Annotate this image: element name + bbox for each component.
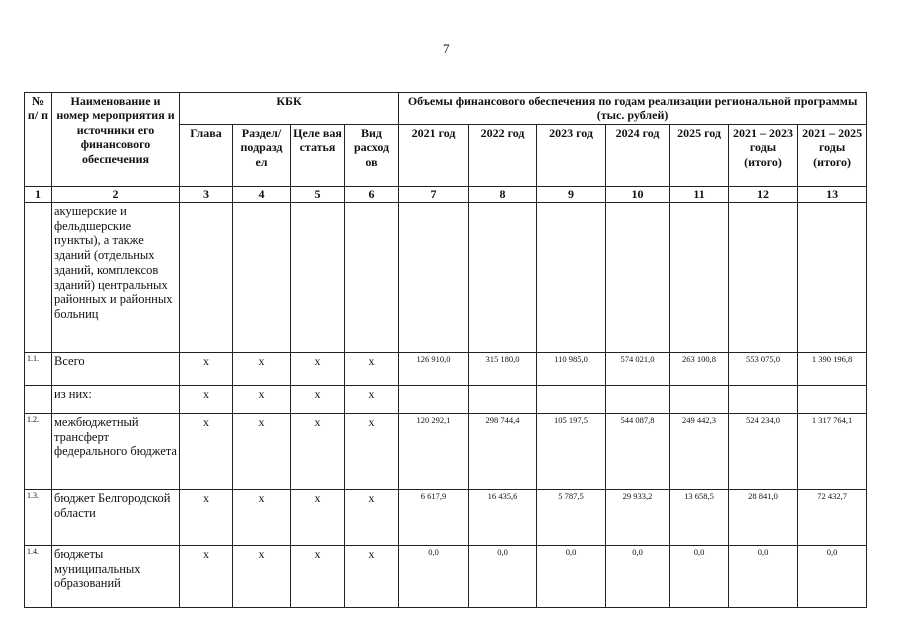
row-index: 1.3. xyxy=(25,489,52,545)
column-number: 12 xyxy=(729,186,798,202)
value-cell: 110 985,0 xyxy=(537,352,606,385)
kbk-cell: х xyxy=(180,413,233,489)
value-cell: 5 787,5 xyxy=(537,489,606,545)
table-cell xyxy=(606,202,670,352)
kbk-cell: х xyxy=(233,545,291,607)
value-cell: 105 197,5 xyxy=(537,413,606,489)
value-cell xyxy=(606,385,670,413)
kbk-cell: х xyxy=(345,489,399,545)
kbk-cell: х xyxy=(180,489,233,545)
header-kbk-vid: Вид расход ов xyxy=(345,124,399,186)
kbk-cell: х xyxy=(233,489,291,545)
row-name: бюджеты муниципальных образований xyxy=(52,545,180,607)
header-funding: Объемы финансового обеспечения по годам реализации региональной программы (тыс. рублей) xyxy=(399,93,867,125)
header-total-2021-2025: 2021 – 2025 годы (итого) xyxy=(798,124,867,186)
column-number: 9 xyxy=(537,186,606,202)
value-cell: 29 933,2 xyxy=(606,489,670,545)
kbk-cell: х xyxy=(345,352,399,385)
table-cell xyxy=(25,202,52,352)
value-cell: 544 087,8 xyxy=(606,413,670,489)
table-cell xyxy=(469,202,537,352)
table-row xyxy=(25,489,867,545)
row-name: бюджет Белгородской области xyxy=(52,489,180,545)
table-row xyxy=(25,413,867,489)
value-cell: 0,0 xyxy=(670,545,729,607)
value-cell: 263 100,8 xyxy=(670,352,729,385)
row-name: межбюджетный трансферт федерального бюджета xyxy=(52,413,180,489)
kbk-cell: х xyxy=(291,352,345,385)
value-cell: 315 180,0 xyxy=(469,352,537,385)
kbk-cell: х xyxy=(233,352,291,385)
header-year-2023: 2023 год xyxy=(537,124,606,186)
table-row xyxy=(25,385,867,413)
value-cell xyxy=(469,385,537,413)
table-cell xyxy=(345,202,399,352)
header-year-2024: 2024 год xyxy=(606,124,670,186)
row-index: 1.1. xyxy=(25,352,52,385)
header-kbk-glava: Глава xyxy=(180,124,233,186)
kbk-cell: х xyxy=(291,413,345,489)
column-number: 7 xyxy=(399,186,469,202)
kbk-cell: х xyxy=(180,385,233,413)
continuation-row xyxy=(25,202,867,352)
column-number: 4 xyxy=(233,186,291,202)
column-number: 11 xyxy=(670,186,729,202)
column-number: 3 xyxy=(180,186,233,202)
kbk-cell: х xyxy=(291,489,345,545)
column-number: 13 xyxy=(798,186,867,202)
kbk-cell: х xyxy=(345,545,399,607)
value-cell: 574 021,0 xyxy=(606,352,670,385)
header-year-2022: 2022 год xyxy=(469,124,537,186)
value-cell xyxy=(537,385,606,413)
kbk-cell: х xyxy=(345,385,399,413)
row-index: 1.4. xyxy=(25,545,52,607)
kbk-cell: х xyxy=(233,413,291,489)
header-kbk-statya: Целе вая статья xyxy=(291,124,345,186)
kbk-cell: х xyxy=(233,385,291,413)
value-cell: 0,0 xyxy=(798,545,867,607)
value-cell: 0,0 xyxy=(469,545,537,607)
value-cell: 553 075,0 xyxy=(729,352,798,385)
table-cell xyxy=(729,202,798,352)
row-index: 1.2. xyxy=(25,413,52,489)
table-cell xyxy=(233,202,291,352)
continuation-text: акушерские и фельдшерские пункты), а также зданий (отдельных зданий, комплексов зданий) центральных районных и районных больниц xyxy=(52,202,180,352)
value-cell: 249 442,3 xyxy=(670,413,729,489)
value-cell: 298 744,4 xyxy=(469,413,537,489)
value-cell: 72 432,7 xyxy=(798,489,867,545)
value-cell xyxy=(670,385,729,413)
column-numbers-row xyxy=(25,186,867,202)
table-cell xyxy=(798,202,867,352)
value-cell: 0,0 xyxy=(729,545,798,607)
value-cell: 28 841,0 xyxy=(729,489,798,545)
header-name: Наименование и номер мероприятия и источники его финансового обеспечения xyxy=(52,93,180,187)
column-number: 10 xyxy=(606,186,670,202)
column-number: 2 xyxy=(52,186,180,202)
header-kbk: КБК xyxy=(180,93,399,125)
column-number: 6 xyxy=(345,186,399,202)
row-index xyxy=(25,385,52,413)
kbk-cell: х xyxy=(291,385,345,413)
value-cell: 1 390 196,8 xyxy=(798,352,867,385)
value-cell: 6 617,9 xyxy=(399,489,469,545)
value-cell: 120 292,1 xyxy=(399,413,469,489)
column-number: 5 xyxy=(291,186,345,202)
funding-table xyxy=(24,92,867,608)
value-cell xyxy=(399,385,469,413)
value-cell: 0,0 xyxy=(537,545,606,607)
value-cell xyxy=(729,385,798,413)
page-number: 7 xyxy=(443,41,450,56)
row-name: Всего xyxy=(52,352,180,385)
header-year-2021: 2021 год xyxy=(399,124,469,186)
table-row xyxy=(25,352,867,385)
value-cell: 16 435,6 xyxy=(469,489,537,545)
column-number: 1 xyxy=(25,186,52,202)
column-number: 8 xyxy=(469,186,537,202)
table-cell xyxy=(537,202,606,352)
header-total-2021-2023: 2021 – 2023 годы (итого) xyxy=(729,124,798,186)
table-cell xyxy=(399,202,469,352)
header-no: № п/ п xyxy=(25,93,52,187)
table-cell xyxy=(670,202,729,352)
row-name: из них: xyxy=(52,385,180,413)
value-cell: 0,0 xyxy=(606,545,670,607)
value-cell xyxy=(798,385,867,413)
header-row-1 xyxy=(25,93,867,125)
value-cell: 524 234,0 xyxy=(729,413,798,489)
table-cell xyxy=(180,202,233,352)
header-year-2025: 2025 год xyxy=(670,124,729,186)
kbk-cell: х xyxy=(180,545,233,607)
kbk-cell: х xyxy=(291,545,345,607)
kbk-cell: х xyxy=(180,352,233,385)
table-row xyxy=(25,545,867,607)
value-cell: 13 658,5 xyxy=(670,489,729,545)
value-cell: 1 317 764,1 xyxy=(798,413,867,489)
value-cell: 126 910,0 xyxy=(399,352,469,385)
kbk-cell: х xyxy=(345,413,399,489)
value-cell: 0,0 xyxy=(399,545,469,607)
header-kbk-razdel: Раздел/ подразд ел xyxy=(233,124,291,186)
table-cell xyxy=(291,202,345,352)
